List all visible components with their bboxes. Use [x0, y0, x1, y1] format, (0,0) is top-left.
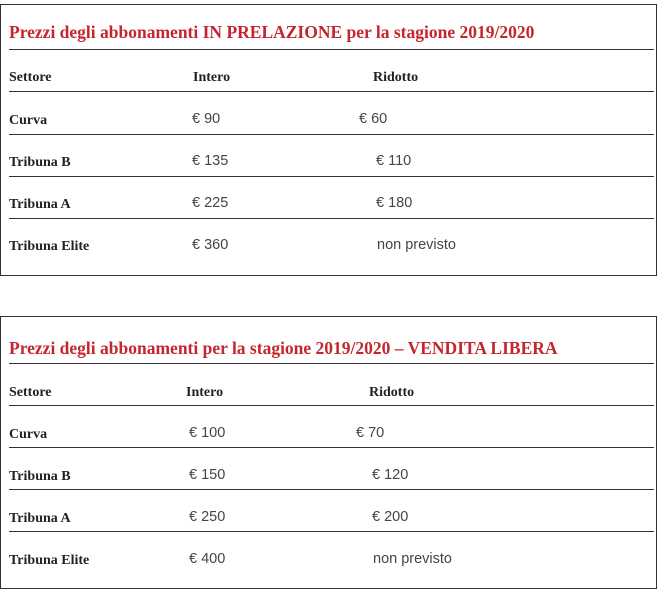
row-intero: € 400: [189, 551, 226, 567]
row-ridotto: € 60: [359, 111, 388, 127]
header-ridotto: Ridotto: [373, 70, 419, 85]
divider: [9, 218, 654, 219]
header-intero: Intero: [193, 70, 231, 85]
header-settore: Settore: [9, 70, 52, 85]
row-intero: € 360: [192, 237, 229, 253]
row-settore: Tribuna A: [9, 511, 71, 526]
divider: [9, 91, 654, 92]
header-ridotto: Ridotto: [369, 385, 415, 400]
row-intero: € 150: [189, 467, 226, 483]
row-ridotto: € 70: [356, 425, 385, 441]
row-ridotto: € 180: [376, 195, 413, 211]
divider: [9, 447, 654, 448]
row-settore: Tribuna A: [9, 197, 71, 212]
divider: [9, 531, 654, 532]
row-intero: € 90: [192, 111, 221, 127]
divider: [9, 363, 654, 364]
price-table-vendita-libera: [0, 316, 657, 589]
table-title: Prezzi degli abbonamenti IN PRELAZIONE per la stagione 2019/2020: [9, 22, 535, 42]
row-intero: € 225: [192, 195, 229, 211]
divider: [9, 134, 654, 135]
row-ridotto: € 200: [372, 509, 409, 525]
header-settore: Settore: [9, 385, 52, 400]
row-settore: Tribuna B: [9, 469, 71, 484]
row-settore: Tribuna Elite: [9, 239, 90, 254]
header-intero: Intero: [186, 385, 224, 400]
row-intero: € 135: [192, 153, 229, 169]
divider: [9, 489, 654, 490]
divider: [9, 49, 654, 50]
divider: [9, 176, 654, 177]
row-ridotto: € 110: [376, 153, 412, 169]
row-ridotto: non previsto: [373, 551, 452, 567]
row-settore: Tribuna Elite: [9, 553, 90, 568]
divider: [9, 405, 654, 406]
row-settore: Tribuna B: [9, 155, 71, 170]
row-ridotto: € 120: [372, 467, 409, 483]
row-settore: Curva: [9, 427, 48, 442]
table-title: Prezzi degli abbonamenti per la stagione 2019/2020 – VENDITA LIBERA: [9, 338, 558, 358]
price-table-prelazione: [0, 4, 657, 276]
row-settore: Curva: [9, 113, 48, 128]
row-ridotto: non previsto: [377, 237, 456, 253]
row-intero: € 250: [189, 509, 226, 525]
row-intero: € 100: [189, 425, 226, 441]
